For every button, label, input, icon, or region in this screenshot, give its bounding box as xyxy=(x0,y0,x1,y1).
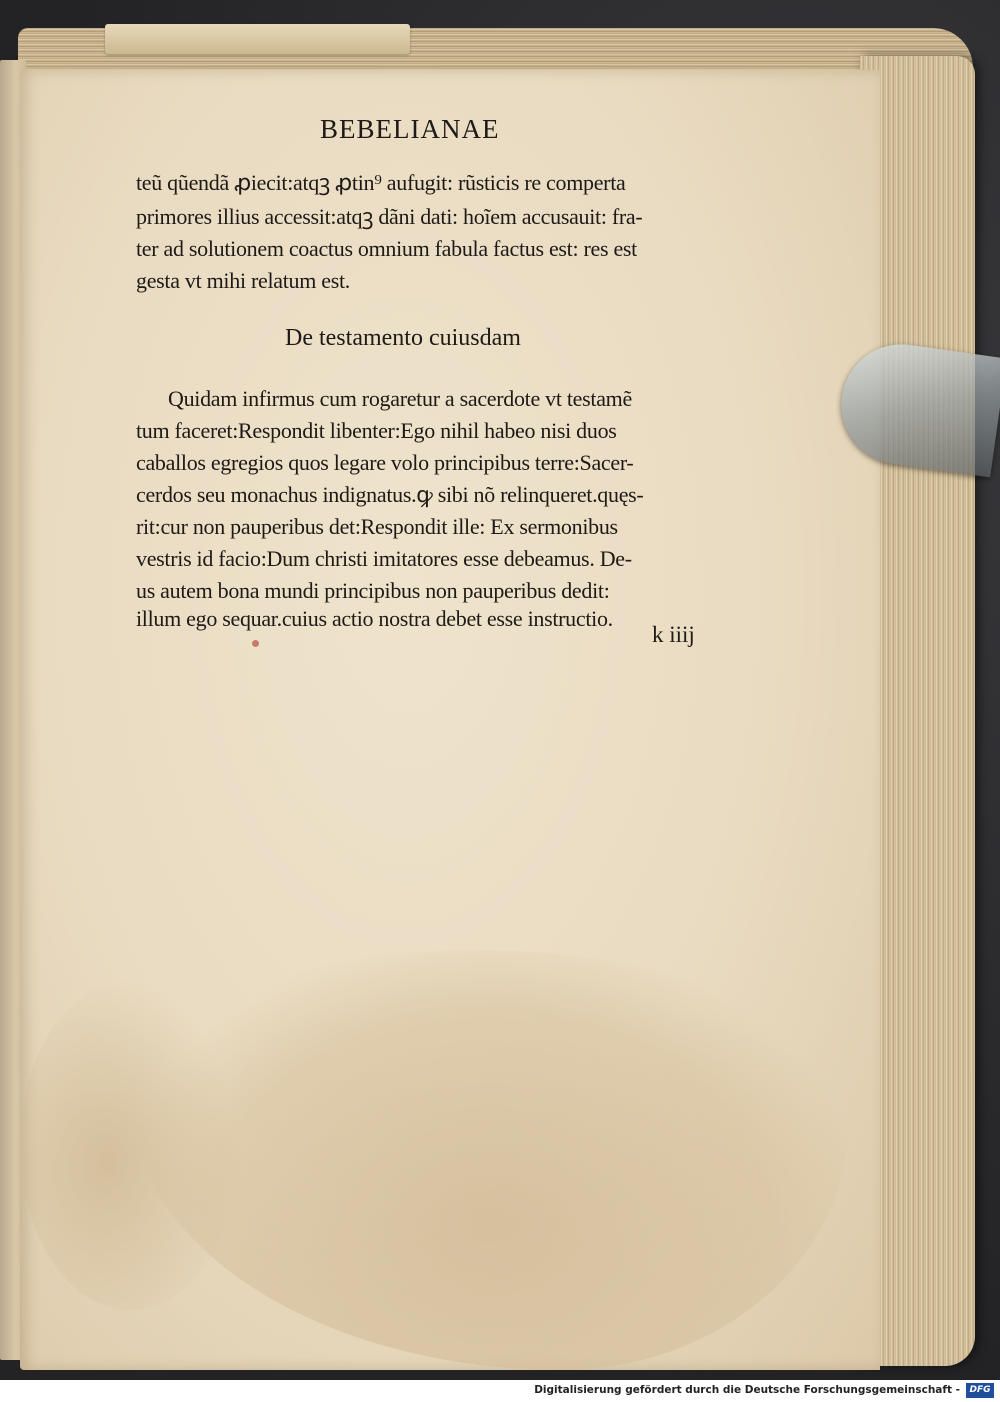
dfg-logo: DFG xyxy=(966,1383,994,1398)
text-line: us autem bona mundi principibus non pauperibus dedit: xyxy=(136,578,610,603)
text-line: gesta vt mihi relatum est. xyxy=(136,268,350,293)
signature-mark: k iiij xyxy=(652,622,695,647)
section-heading: De testamento cuiusdam xyxy=(285,325,521,351)
footer-bar xyxy=(0,1380,1000,1402)
text-line: tum faceret:Respondit libenter:Ego nihil habeo nisi duos xyxy=(136,418,617,443)
text-line: primores illius accessit:atqꝫ dãni dati: hoĩem accusauit: fra- xyxy=(136,204,643,229)
text-line: illum ego sequar.cuius actio nostra debet esse instructio. xyxy=(136,606,613,631)
text-line: Quidam infirmus cum rogaretur a sacerdote vt testamẽ xyxy=(168,386,632,411)
text-line: vestris id facio:Dum christi imitatores esse debeamus. De- xyxy=(136,546,632,571)
text-line: teũ qũendã ꝓiecit:atqꝫ ꝓtin⁹ aufugit: rũsticis re comperta xyxy=(136,170,626,195)
footer-credit: Digitalisierung gefördert durch die Deutsche Forschungsgemeinschaft - xyxy=(534,1384,960,1396)
text-line: cerdos seu monachus indignatus.ꝙ sibi nõ relinqueret.quęs- xyxy=(136,482,644,507)
text-line: rit:cur non pauperibus det:Respondit ille: Ex sermonibus xyxy=(136,514,618,539)
ink-speck xyxy=(252,640,259,647)
text-line: caballos egregios quos legare volo principibus terre:Sacer- xyxy=(136,450,634,475)
running-head: BEBELIANAE xyxy=(320,114,500,144)
text-line: ter ad solutionem coactus omnium fabula factus est: res est xyxy=(136,236,637,261)
